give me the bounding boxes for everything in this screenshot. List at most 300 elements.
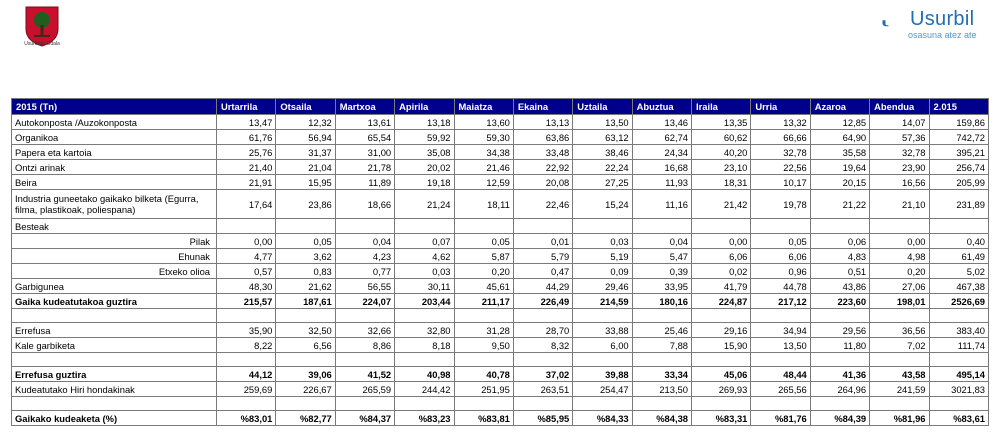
table-cell [632,397,691,411]
table-cell: 224,07 [335,294,394,309]
brand-tagline: osasuna atez ate [908,30,977,40]
table-cell: 59,30 [454,130,513,145]
table-cell: 65,54 [335,130,394,145]
table-cell: 0,47 [513,264,572,279]
table-cell [810,397,869,411]
table-cell: 19,78 [751,190,810,219]
table-cell: 28,70 [513,323,572,338]
row-label: Beira [12,175,217,190]
table-cell: 11,93 [632,175,691,190]
table-cell [810,309,869,323]
table-cell: 40,20 [692,145,751,160]
table-cell: 31,37 [276,145,335,160]
column-header: Urria [751,99,810,115]
table-cell: 6,56 [276,338,335,353]
table-cell: 39,88 [573,367,632,382]
table-cell: 6,06 [692,249,751,264]
table-cell: 180,16 [632,294,691,309]
column-header: Martxoa [335,99,394,115]
table-cell: 0,06 [810,234,869,249]
table-cell: 11,89 [335,175,394,190]
table-cell: 25,76 [217,145,276,160]
table-cell: 5,19 [573,249,632,264]
column-header: Apirila [395,99,454,115]
table-cell: 0,83 [276,264,335,279]
table-cell: 259,69 [217,382,276,397]
table-cell [513,353,572,367]
table-cell: 21,24 [395,190,454,219]
table-cell: 21,22 [810,190,869,219]
table-row [12,382,989,397]
table-cell: 38,46 [573,145,632,160]
table-cell [751,397,810,411]
column-header: Abendua [870,99,929,115]
table-cell: 0,04 [632,234,691,249]
table-cell: 13,50 [751,338,810,353]
table-cell: 251,95 [454,382,513,397]
column-header: Azaroa [810,99,869,115]
table-cell: 29,56 [810,323,869,338]
table-cell: 33,48 [513,145,572,160]
table-row [12,264,989,279]
table-cell: 21,40 [217,160,276,175]
table-body [12,115,989,426]
table-cell [870,397,929,411]
table-cell [335,353,394,367]
table-cell: 7,88 [632,338,691,353]
table-cell: 13,18 [395,115,454,130]
table-cell: 23,86 [276,190,335,219]
table-cell: 7,02 [870,338,929,353]
table-cell [573,397,632,411]
table-cell [810,219,869,234]
table-row [12,294,989,309]
table-cell: 44,78 [751,279,810,294]
table-cell: 21,46 [454,160,513,175]
row-label: Errefusa [12,323,217,338]
table-cell: 241,59 [870,382,929,397]
table-cell: 4,62 [395,249,454,264]
table-cell [454,309,513,323]
usurbil-brand-icon [882,10,910,36]
table-cell: 215,57 [217,294,276,309]
table-cell: 13,46 [632,115,691,130]
table-cell [573,219,632,234]
table-cell: 27,06 [870,279,929,294]
table-cell: 5,47 [632,249,691,264]
table-cell: 34,38 [454,145,513,160]
table-cell: 0,00 [217,234,276,249]
table-cell: 29,16 [692,323,751,338]
table-cell [217,353,276,367]
table-cell: 25,46 [632,323,691,338]
table-cell: %83,81 [454,411,513,426]
table-header [12,99,989,115]
table-cell: 198,01 [870,294,929,309]
table-cell: 22,92 [513,160,572,175]
row-label: Kale garbiketa [12,338,217,353]
table-cell: 40,98 [395,367,454,382]
table-cell: 16,56 [870,175,929,190]
table-cell: 11,80 [810,338,869,353]
table-cell: 265,56 [751,382,810,397]
table-row [12,190,989,219]
column-header-label: 2015 (Tn) [12,99,217,115]
table-cell: 4,98 [870,249,929,264]
row-label: Ehunak [12,249,217,264]
table-cell: 66,66 [751,130,810,145]
table-row [12,279,989,294]
table-cell: 13,47 [217,115,276,130]
row-label: Pilak [12,234,217,249]
table-cell: 0,09 [573,264,632,279]
table-cell: %83,23 [395,411,454,426]
table-cell: 9,50 [454,338,513,353]
table-cell [513,219,572,234]
table-cell: 32,50 [276,323,335,338]
table-cell: 263,51 [513,382,572,397]
table-cell: 254,47 [573,382,632,397]
table-cell: 0,02 [692,264,751,279]
table-cell [395,353,454,367]
table-cell: 0,00 [870,234,929,249]
table-cell [632,219,691,234]
table-cell: 6,00 [573,338,632,353]
table-cell: 217,12 [751,294,810,309]
row-label: Organikoa [12,130,217,145]
table-cell [276,219,335,234]
table-cell: 61,76 [217,130,276,145]
table-cell: 35,08 [395,145,454,160]
table-cell: 0,20 [454,264,513,279]
table-cell: 59,92 [395,130,454,145]
table-cell: 0,04 [335,234,394,249]
table-cell [751,219,810,234]
table-cell: 111,74 [929,338,989,353]
row-label: Gaikako kudeaketa (%) [12,411,217,426]
table-row [12,160,989,175]
table-cell: 5,02 [929,264,989,279]
table-cell: 8,32 [513,338,572,353]
row-label: Errefusa guztira [12,367,217,382]
table-cell: 56,94 [276,130,335,145]
table-cell: 32,66 [335,323,394,338]
table-cell: 21,42 [692,190,751,219]
table-cell: 31,28 [454,323,513,338]
table-cell: 2526,69 [929,294,989,309]
table-cell: 742,72 [929,130,989,145]
table-cell: %84,39 [810,411,869,426]
table-cell: 13,61 [335,115,394,130]
table-cell: 0,05 [454,234,513,249]
table-row [12,309,989,323]
table-cell: 205,99 [929,175,989,190]
row-label [12,353,217,367]
table-cell: 0,96 [751,264,810,279]
table-cell: 395,21 [929,145,989,160]
table-cell: 41,52 [335,367,394,382]
table-cell: 33,95 [632,279,691,294]
table-cell: 226,67 [276,382,335,397]
table-cell: 14,07 [870,115,929,130]
column-header: 2.015 [929,99,989,115]
table-cell: 22,46 [513,190,572,219]
table-cell: 41,79 [692,279,751,294]
table-cell: 0,05 [276,234,335,249]
table-cell: 24,34 [632,145,691,160]
header-row [12,99,989,115]
table-cell: 32,78 [751,145,810,160]
table-cell [276,397,335,411]
table-cell: 22,56 [751,160,810,175]
table-row [12,115,989,130]
column-header: Iraila [692,99,751,115]
table-cell: 19,18 [395,175,454,190]
table-cell: 8,22 [217,338,276,353]
table-cell: 0,20 [870,264,929,279]
table-cell: 223,60 [810,294,869,309]
table-cell: 64,90 [810,130,869,145]
table-cell [454,353,513,367]
table-cell [217,219,276,234]
table-cell: 11,16 [632,190,691,219]
table-cell [810,353,869,367]
table-cell: 224,87 [692,294,751,309]
table-cell: 0,51 [810,264,869,279]
table-cell: 4,77 [217,249,276,264]
table-cell: 33,88 [573,323,632,338]
table-cell [929,309,989,323]
table-cell: 31,00 [335,145,394,160]
column-header: Ekaina [513,99,572,115]
table-cell: 57,36 [870,130,929,145]
table-cell [395,309,454,323]
table-cell: 43,86 [810,279,869,294]
table-cell: 13,60 [454,115,513,130]
table-row [12,338,989,353]
table-row [12,130,989,145]
table-cell: 44,12 [217,367,276,382]
table-cell: 44,29 [513,279,572,294]
table-cell: %84,33 [573,411,632,426]
table-cell [632,353,691,367]
table-cell: 12,59 [454,175,513,190]
table-cell: 8,18 [395,338,454,353]
table-cell [573,353,632,367]
table-cell: 187,61 [276,294,335,309]
table-cell: 23,90 [870,160,929,175]
table-cell: 383,40 [929,323,989,338]
table-cell: 17,64 [217,190,276,219]
table-cell: 8,86 [335,338,394,353]
table-cell: 3,62 [276,249,335,264]
table-cell: 5,87 [454,249,513,264]
row-label: Kudeatutako Hiri hondakinak [12,382,217,397]
table-cell: 61,49 [929,249,989,264]
table-cell [632,309,691,323]
brand-name: Usurbil [910,8,975,30]
table-cell: 159,86 [929,115,989,130]
column-header: Maiatza [454,99,513,115]
table-cell [870,309,929,323]
table-cell: 43,58 [870,367,929,382]
table-cell [335,219,394,234]
table-cell: 21,78 [335,160,394,175]
row-label: Etxeko olioa [12,264,217,279]
table-cell [751,353,810,367]
table-cell: 18,11 [454,190,513,219]
table-cell [513,397,572,411]
table-cell: 0,03 [395,264,454,279]
table-cell: 19,64 [810,160,869,175]
table-cell: 0,07 [395,234,454,249]
table-cell: 27,25 [573,175,632,190]
table-cell: 48,44 [751,367,810,382]
table-cell: 0,05 [751,234,810,249]
table-cell: 15,95 [276,175,335,190]
column-header: Uztaila [573,99,632,115]
table-cell: %82,77 [276,411,335,426]
table-cell: 467,38 [929,279,989,294]
table-cell [870,219,929,234]
table-cell: 21,10 [870,190,929,219]
table-cell: 265,59 [335,382,394,397]
table-cell: 214,59 [573,294,632,309]
table-cell: 34,94 [751,323,810,338]
row-label: Autokonposta /Auzokonposta [12,115,217,130]
table-cell: 231,89 [929,190,989,219]
table-cell: 4,23 [335,249,394,264]
table-cell: 45,61 [454,279,513,294]
table-cell [513,309,572,323]
table-cell: 62,74 [632,130,691,145]
table-cell: 22,24 [573,160,632,175]
table-cell: 41,36 [810,367,869,382]
table-cell: 211,17 [454,294,513,309]
table-cell [454,219,513,234]
table-cell: 18,66 [335,190,394,219]
table-cell [692,219,751,234]
table-cell: 0,00 [692,234,751,249]
table-cell: 21,62 [276,279,335,294]
table-cell: %81,96 [870,411,929,426]
table-cell: 30,11 [395,279,454,294]
table-cell: 32,78 [870,145,929,160]
column-header: Otsaila [276,99,335,115]
table-cell: 63,12 [573,130,632,145]
table-cell: 244,42 [395,382,454,397]
table-cell: 4,83 [810,249,869,264]
table-cell: 10,17 [751,175,810,190]
table-cell: 13,13 [513,115,572,130]
table-cell: 0,03 [573,234,632,249]
table-cell: 13,50 [573,115,632,130]
crest-caption: Usurbilgo Udala [24,41,60,47]
table-row [12,219,989,234]
row-label: Industria guneetako gaikako bilketa (Egurra, filma, plastikoak, poliespana) [12,190,217,219]
table-cell: 13,35 [692,115,751,130]
table-cell [692,309,751,323]
table-cell: 20,15 [810,175,869,190]
table-row [12,353,989,367]
table-cell: 256,74 [929,160,989,175]
table-cell: %84,37 [335,411,394,426]
table-cell [335,397,394,411]
table-cell: 37,02 [513,367,572,382]
row-label: Gaika kudeatutakoa guztira [12,294,217,309]
table-row [12,411,989,426]
column-header: Urtarrila [217,99,276,115]
table-cell [692,397,751,411]
table-cell [276,309,335,323]
table-cell [573,309,632,323]
table-cell: 264,96 [810,382,869,397]
table-cell [929,353,989,367]
table-cell: %85,95 [513,411,572,426]
table-cell [870,353,929,367]
table-cell: 0,39 [632,264,691,279]
table-cell: 32,80 [395,323,454,338]
table-cell: 20,08 [513,175,572,190]
table-cell: %81,76 [751,411,810,426]
table-cell: 16,68 [632,160,691,175]
table-cell: 36,56 [870,323,929,338]
table-row [12,323,989,338]
row-label [12,397,217,411]
table-row [12,234,989,249]
table-cell: 33,34 [632,367,691,382]
table-cell: %83,61 [929,411,989,426]
table-cell: 23,10 [692,160,751,175]
table-cell [276,353,335,367]
table-cell: 45,06 [692,367,751,382]
table-cell [751,309,810,323]
table-cell [929,397,989,411]
table-cell [929,219,989,234]
table-cell: 48,30 [217,279,276,294]
table-cell: 213,50 [632,382,691,397]
table-row [12,145,989,160]
table-cell: 12,85 [810,115,869,130]
table-cell [454,397,513,411]
table-cell: 12,32 [276,115,335,130]
table-cell [692,353,751,367]
table-cell: 15,24 [573,190,632,219]
table-cell: 15,90 [692,338,751,353]
table-cell [395,219,454,234]
row-label: Besteak [12,219,217,234]
table-cell: 35,58 [810,145,869,160]
table-cell: 29,46 [573,279,632,294]
table-cell: 56,55 [335,279,394,294]
table-cell: 13,32 [751,115,810,130]
table-cell: 35,90 [217,323,276,338]
table-cell: 21,91 [217,175,276,190]
table-cell: 0,40 [929,234,989,249]
table-cell: 39,06 [276,367,335,382]
table-cell: 21,04 [276,160,335,175]
row-label [12,309,217,323]
table-row [12,175,989,190]
row-label: Ontzi arinak [12,160,217,175]
table-cell: 60,62 [692,130,751,145]
table-cell [217,309,276,323]
table-cell: %83,31 [692,411,751,426]
table-cell: 0,57 [217,264,276,279]
table-row [12,397,989,411]
table-cell: 40,78 [454,367,513,382]
table-cell: 6,06 [751,249,810,264]
